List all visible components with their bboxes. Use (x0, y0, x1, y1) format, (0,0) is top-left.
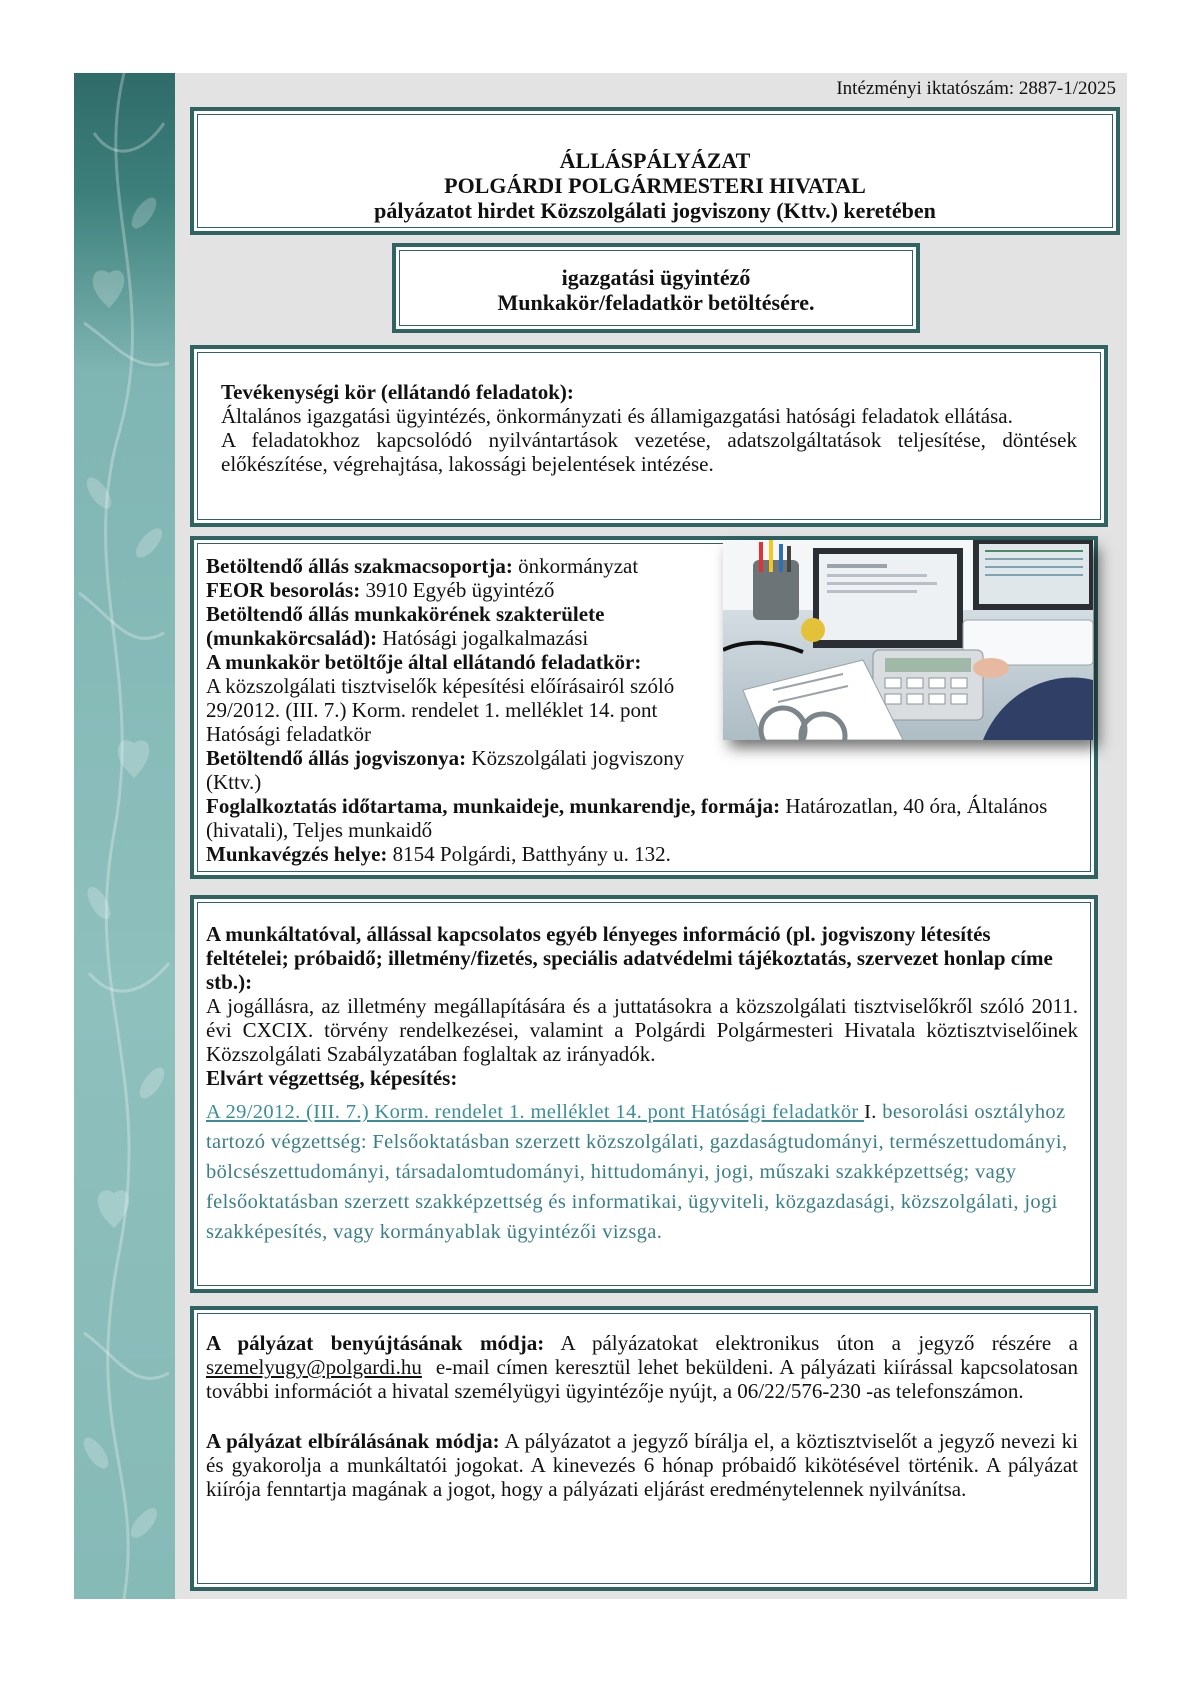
field-group-value: önkormányzat (512, 554, 639, 578)
office-desk-image-icon (723, 540, 1093, 740)
info-heading: A munkáltatóval, állással kapcsolatos egyéb lényeges információ (pl. jogviszony létesítés feltételei; próbaidő; illetmény/fizetés, speciális adatvédelmi tájékoztatás, szervezet honlap címe stb.): (206, 922, 1053, 994)
duties-value: A közszolgálati tisztviselők képesítési előírásairól szóló 29/2012. (III. 7.) Korm. rendelet 1. melléklet 14. pont Hatósági feladatkör (206, 674, 675, 746)
organization-name: POLGÁRDI POLGÁRMESTERI HIVATAL (444, 173, 866, 198)
duties-label: A munkakör betöltője által ellátandó feladatkör: (206, 650, 642, 674)
document-title: ÁLLÁSPÁLYÁZAT (559, 148, 751, 173)
specialty-label: Betöltendő állás munkakörének szakterülete (munkakörcsalád): (206, 602, 605, 650)
position-subtitle: Munkakör/feladatkör betöltésére. (497, 290, 815, 315)
title-box (190, 107, 1120, 235)
feor-value: 3910 Egyéb ügyintéző (360, 578, 555, 602)
employment-terms-label: Foglalkoztatás időtartama, munkaideje, munkarendje, formája: (206, 794, 781, 818)
decorative-sidebar (74, 73, 175, 1599)
activity-text-2: A feladatokhoz kapcsolódó nyilvántartások vezetése, adatszolgáltatások teljesítése, döntések előkészítése, végrehajtása, lakossági bejelentések intézése. (221, 428, 1077, 476)
title-subline: pályázatot hirdet Közszolgálati jogviszony (Kttv.) keretében (374, 198, 936, 223)
submission-method-label: A pályázat benyújtásának módja: (206, 1331, 545, 1355)
legal-relationship-value: Közszolgálati jogviszony (Kttv.) (206, 746, 685, 794)
email-link[interactable]: szemelyugy@polgardi.hu (206, 1355, 422, 1379)
field-group-label: Betöltendő állás szakmacsoportja: (206, 554, 513, 578)
evaluation-method-label: A pályázat elbírálásának módja: (206, 1429, 500, 1453)
info-text: A jogállásra, az illetmény megállapítására és a juttatásokra a közszolgálati tisztviselőkről szóló 2011. évi CXCIX. törvény rendelkezései, valamint a Polgárdi Polgármesteri Hivatala köztisztviselőinek Közszolgálati Szabályzatában foglaltak az irányadók. (206, 994, 1078, 1066)
reference-number: Intézményi iktatószám: 2887-1/2025 (836, 78, 1116, 99)
application-box (190, 1306, 1098, 1591)
office-photo (723, 540, 1093, 740)
floral-ornament-icon (74, 73, 175, 1599)
activity-box (190, 345, 1108, 527)
specialty-value: Hatósági jogalkalmazási (377, 626, 589, 650)
evaluation-text: A pályázatot a jegyző bírálja el, a köztisztviselőt a jegyző nevezi ki és gyakorolja a munkáltatói jogokat. A kinevezés 6 hónap próbaidő kikötésével történik. A pályázat kiírója fenntartja magának a jogot, hogy a pályázati eljárást eredménytelennek nyilvánítsa. (206, 1429, 1078, 1501)
activity-text-1: Általános igazgatási ügyintézés, önkormányzati és államigazgatási hatósági feladatok ellátása. (221, 404, 1013, 428)
employment-terms-value: Határozatlan, 40 óra, Általános (hivatali), Teljes munkaidő (206, 794, 1048, 842)
info-box (190, 895, 1098, 1293)
regulation-link[interactable]: A 29/2012. (III. 7.) Korm. rendelet 1. melléklet 14. pont Hatósági feladatkör (206, 1101, 865, 1123)
position-title: igazgatási ügyintéző (561, 265, 751, 290)
classification-roman: I. (864, 1101, 877, 1123)
workplace-label: Munkavégzés helye: (206, 842, 388, 866)
feor-label: FEOR besorolás: (206, 578, 361, 602)
activity-heading: Tevékenységi kör (ellátandó feladatok): (221, 380, 574, 404)
workplace-value: 8154 Polgárdi, Batthyány u. 132. (387, 842, 671, 866)
submission-text-2: e-mail címen keresztül lehet beküldeni. A pályázati kiírással kapcsolatosan további információt a hivatal személyügyi ügyintézője nyújt, a 06/22/576-230 -as telefonszámon. (206, 1355, 1084, 1403)
submission-text-1: A pályázatokat elektronikus úton a jegyző részére a (544, 1331, 1078, 1355)
legal-relationship-label: Betöltendő állás jogviszonya: (206, 746, 467, 770)
education-heading: Elvárt végzettség, képesítés: (206, 1066, 458, 1090)
position-box (392, 243, 920, 333)
education-requirements: besorolási osztályhoz tartozó végzettség: Felsőoktatásban szerzett közszolgálati, gazdaságtudományi, természettudományi, bölcsészettudományi, társadalomtudományi, hittudományi, jogi, műszaki szakképzettség; vagy felsőoktatásban szerzett szakképzettség és informatikai, ügyviteli, közgazdasági, közszolgálati, jogi szakképesítés, vagy kormányablak ügyintézői vizsga. (206, 1101, 1068, 1243)
